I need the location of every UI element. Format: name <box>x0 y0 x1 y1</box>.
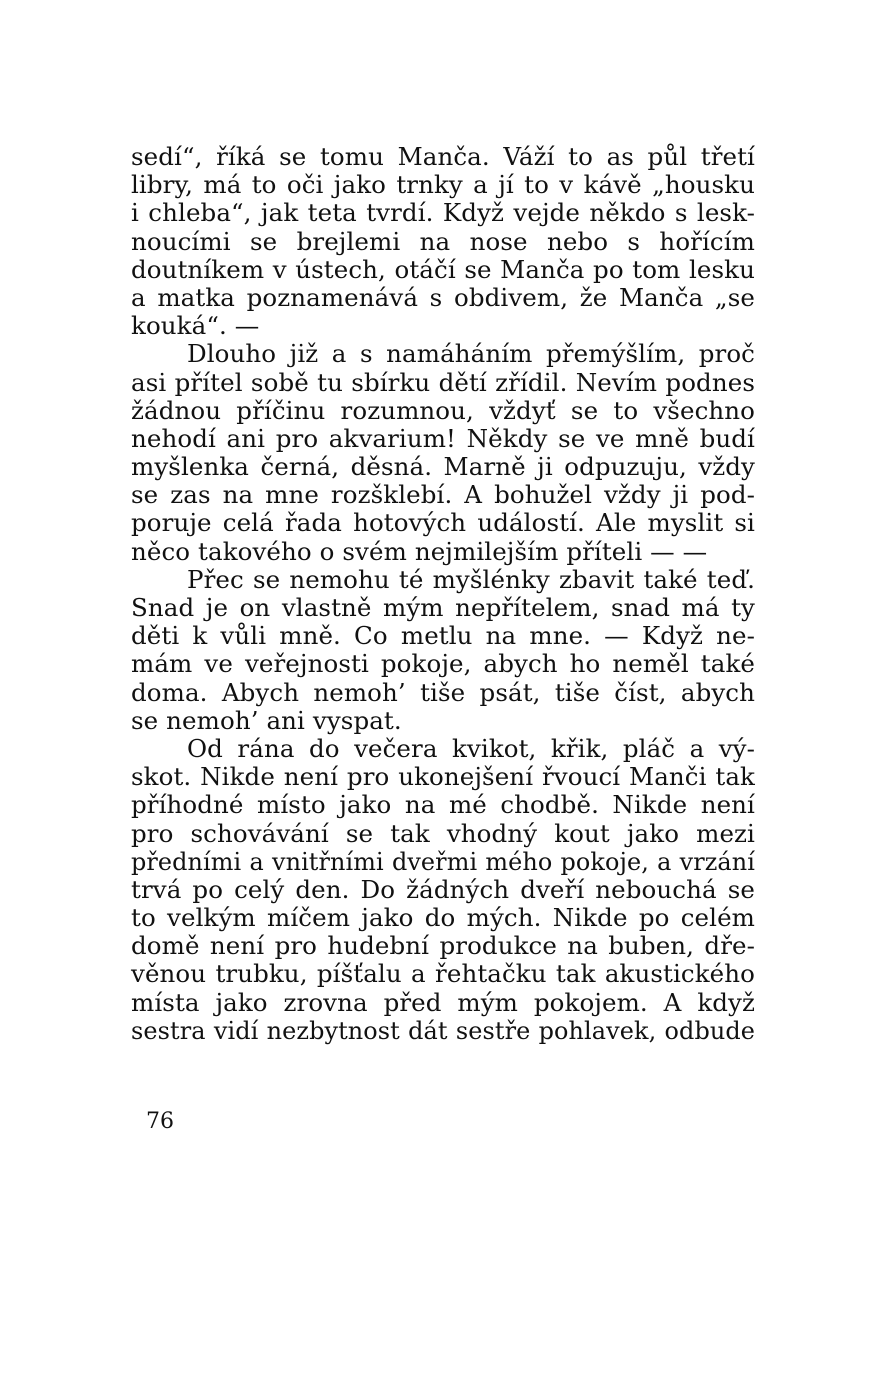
text-line: nehodí ani pro akvarium! Někdy se ve mně budí <box>131 423 755 453</box>
text-line: sestra vidí nezbytnost dát sestře pohlavek, odbude <box>131 1016 755 1045</box>
text-line: poruje celá řada hotových událostí. Ale myslit si <box>131 508 755 538</box>
text-line: Dlouho již a s namáháním přemýšlím, proč <box>187 339 755 369</box>
text-line: sedí“, říká se tomu Manča. Váží to as půl třetí <box>131 142 755 171</box>
body-text <box>131 143 755 1045</box>
text-line: kouká“. — <box>131 311 260 341</box>
text-line: myšlenka černá, děsná. Marně ji odpuzuju, vždy <box>131 452 755 482</box>
text-line: noucími se brejlemi na nose nebo s hořícím <box>131 226 755 256</box>
text-line: asi přítel sobě tu sbírku dětí zřídil. Nevím podnes <box>131 367 755 397</box>
text-line: trvá po celý den. Do žádných dveří nebouchá se <box>131 874 755 904</box>
text-line: se nemoh’ ani vyspat. <box>131 705 402 735</box>
text-line: skot. Nikde není pro ukonejšení řvoucí Manči tak <box>131 762 755 792</box>
text-line: věnou trubku, píšťalu a řehtačku tak akustického <box>131 959 755 989</box>
text-line: pro schovávání se tak vhodný kout jako mezi <box>131 818 755 848</box>
text-line: i chleba“, jak teta tvrdí. Když vejde někdo s lesk- <box>131 198 755 228</box>
text-line: děti k vůli mně. Co metlu na mne. — Když ne- <box>131 621 755 651</box>
text-line: příhodné místo jako na mé chodbě. Nikde není <box>131 790 755 820</box>
text-line: se zas na mne rozšklebí. A bohužel vždy ji pod- <box>131 480 755 510</box>
text-line: Přec se nemohu té myšlénky zbavit také teď. <box>187 564 755 594</box>
text-line: mám ve veřejnosti pokoje, abych ho neměl také <box>131 649 755 679</box>
text-line: předními a vnitřními dveřmi mého pokoje, a vrzání <box>131 847 755 876</box>
text-line: libry, má to oči jako trnky a jí to v kávě „housku <box>131 170 755 200</box>
text-line: to velkým míčem jako do mých. Nikde po celém <box>131 903 755 933</box>
text-line: místa jako zrovna před mým pokojem. A když <box>131 987 755 1017</box>
text-line: žádnou příčinu rozumnou, vždyť se to všechno <box>131 395 755 425</box>
text-line: a matka poznamenává s obdivem, že Manča „se <box>131 282 755 312</box>
text-line: doma. Abych nemoh’ tiše psát, tiše číst, abych <box>131 677 755 707</box>
text-line: Od rána do večera kvikot, křik, pláč a vý- <box>187 733 755 763</box>
text-line: Snad je on vlastně mým nepřítelem, snad má ty <box>131 593 755 622</box>
text-line: něco takového o svém nejmilejším příteli — — <box>131 536 708 566</box>
page-number: 76 <box>146 1109 174 1134</box>
text-line: domě není pro hudební produkce na buben, dře- <box>131 931 755 961</box>
text-line: doutníkem v ústech, otáčí se Manča po tom lesku <box>131 254 755 284</box>
